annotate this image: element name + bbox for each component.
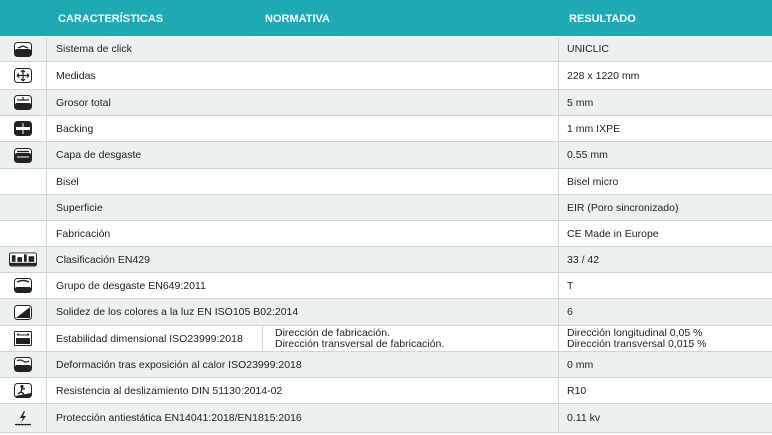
result-value: 228 x 1220 mm bbox=[567, 70, 640, 82]
table-row bbox=[0, 62, 772, 89]
feature-label: Capa de desgaste bbox=[56, 149, 142, 161]
feature-label: Protección antiestática EN14041:2018/EN1815:2016 bbox=[56, 412, 302, 424]
result-value: CE Made in Europe bbox=[567, 228, 659, 240]
feature-label: Clasificación EN429 bbox=[56, 254, 150, 266]
table-row bbox=[0, 299, 772, 325]
feature-label: Resistencia al deslizamiento DIN 51130:2014-02 bbox=[56, 385, 283, 397]
result-value: 6 bbox=[567, 306, 573, 318]
feature-label: Bisel bbox=[56, 176, 79, 188]
table-row bbox=[0, 221, 772, 246]
table-row bbox=[0, 116, 772, 141]
feature-label: Medidas bbox=[56, 70, 96, 82]
result-value: 0 mm bbox=[567, 359, 594, 371]
result-value: 0.55 mm bbox=[567, 149, 608, 161]
feature-label: Fabricación bbox=[56, 228, 111, 240]
table-row bbox=[0, 326, 772, 351]
thickness-icon bbox=[0, 90, 46, 115]
feature-label: Estabilidad dimensional ISO23999:2018 bbox=[56, 333, 243, 345]
feature-label: Deformación tras exposición al calor ISO23999:2018 bbox=[56, 359, 302, 371]
result-value: 0.11 kv bbox=[567, 412, 601, 424]
result-value: EIR (Poro sincronizado) bbox=[567, 202, 679, 214]
table-row bbox=[0, 195, 772, 220]
normativa-value: Dirección de fabricación. bbox=[275, 327, 390, 339]
result-value: R10 bbox=[567, 385, 587, 397]
feature-label: Solidez de los colores a la luz EN ISO105 B02:2014 bbox=[56, 306, 299, 318]
heat-deformation-icon bbox=[0, 352, 46, 377]
header-resultado: RESULTADO bbox=[569, 13, 636, 25]
result-value: Dirección transversal 0,015 % bbox=[567, 338, 707, 350]
result-value: Bisel micro bbox=[567, 176, 619, 188]
dimensions-icon bbox=[0, 62, 46, 89]
header-caracteristicas: CARACTERÍSTICAS bbox=[58, 13, 164, 25]
table-row bbox=[0, 169, 772, 194]
feature-label: Backing bbox=[56, 123, 94, 135]
feature-label: Grosor total bbox=[56, 97, 111, 109]
table-row bbox=[0, 378, 772, 403]
result-value: T bbox=[567, 280, 574, 292]
table-row bbox=[0, 90, 772, 115]
result-value: 5 mm bbox=[567, 97, 594, 109]
result-value: Dirección longitudinal 0,05 % bbox=[567, 327, 703, 339]
table-row bbox=[0, 142, 772, 168]
normativa-value: Dirección transversal de fabricación. bbox=[275, 338, 445, 350]
colorfastness-icon bbox=[0, 299, 46, 325]
table-row bbox=[0, 273, 772, 298]
feature-label: Grupo de desgaste EN649:2011 bbox=[56, 280, 206, 292]
result-value: 1 mm IXPE bbox=[567, 123, 621, 135]
table-row bbox=[0, 352, 772, 377]
table-row bbox=[0, 247, 772, 272]
wear-group-icon bbox=[0, 273, 46, 298]
table-row bbox=[0, 37, 772, 61]
antistatic-icon bbox=[0, 404, 46, 432]
header-normativa: NORMATIVA bbox=[265, 13, 330, 25]
dimensional-stability-icon bbox=[0, 326, 46, 351]
result-value: UNICLIC bbox=[567, 43, 610, 55]
feature-label: Superficie bbox=[56, 202, 103, 214]
click-system-icon bbox=[0, 37, 46, 61]
table-header bbox=[0, 0, 772, 36]
feature-label: Sistema de click bbox=[56, 43, 132, 55]
classification-icon bbox=[0, 247, 46, 272]
wear-layer-icon bbox=[0, 142, 46, 168]
result-value: 33 / 42 bbox=[567, 254, 600, 266]
backing-icon bbox=[0, 116, 46, 141]
slip-resistance-icon bbox=[0, 378, 46, 403]
table-row bbox=[0, 404, 772, 432]
